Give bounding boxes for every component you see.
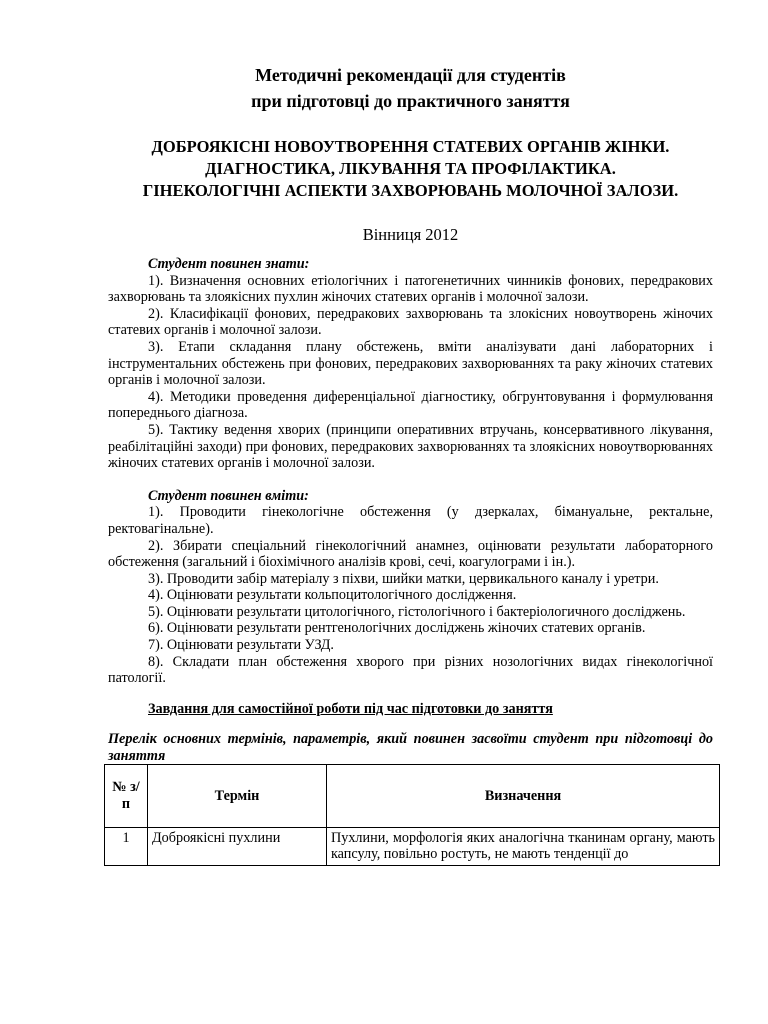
cell-term: Доброякісні пухлини — [148, 827, 327, 865]
able-heading: Студент повинен вміти: — [148, 487, 309, 504]
cell-num: 1 — [105, 827, 148, 865]
header-line-2: при підготовці до практичного заняття — [251, 91, 570, 111]
know-heading: Студент повинен знати: — [148, 256, 310, 272]
topic-line-3: ГІНЕКОЛОГІЧНІ АСПЕКТИ ЗАХВОРЮВАНЬ МОЛОЧНОЇ ЗАЛОЗИ. — [142, 181, 679, 200]
document-page — [108, 62, 713, 866]
doc-header — [108, 62, 713, 114]
know-item: 2). Класифікації фонових, передракових захворювань та злокісних новоутворень жіночих статевих органів і молочної залози. — [108, 305, 713, 339]
able-item: 2). Збирати спеціальний гінекологічний анамнез, оцінювати результати лабораторного обстеження (загальний і біохімічного аналізів крові, сечі, коагулограми і ін.). — [108, 537, 713, 571]
able-item: 1). Проводити гінекологічне обстеження (у дзеркалах, бімануальне, ректальне, ректовагінальне). — [108, 504, 713, 537]
topic-line-1: ДОБРОЯКІСНІ НОВОУТВОРЕННЯ СТАТЕВИХ ОРГАНІВ ЖІНКИ. — [151, 137, 670, 156]
table-row — [105, 827, 720, 865]
col-header-num: № з/п — [105, 764, 148, 827]
topic-line-2: ДІАГНОСТИКА, ЛІКУВАННЯ ТА ПРОФІЛАКТИКА. — [205, 159, 616, 178]
terms-table — [104, 764, 720, 866]
cell-definition: Пухлини, морфологія яких аналогічна тканинам органу, мають капсулу, повільно ростуть, не мають тенденції до — [327, 827, 720, 865]
know-item: 5). Тактику ведення хворих (принципи оперативних втручань, консервативного лікування, реабілітаційні заходи) при фонових, передракових захворюваннях та злоякісних новоутворюваннях жіночих статевих органів і молочної залози. — [108, 421, 713, 472]
table-header-row — [105, 764, 720, 827]
topic-title — [108, 136, 713, 202]
able-item: 8). Складати план обстеження хворого при різних нозологічних видах гінекологічної патології. — [108, 653, 713, 687]
able-item: 3). Проводити забір матеріалу з піхви, шийки матки, цервикального каналу і уретри. — [148, 570, 659, 587]
know-item: 3). Етапи складання плану обстежень, вміти аналізувати дані лабораторних і інструментальних обстежень при фонових, передракових захворюваннях та раку жіночих статевих органів і молочної залози. — [108, 338, 713, 389]
able-item: 5). Оцінювати результати цитологічного, гістологічного і бактеріологичного досліджень. — [148, 603, 686, 620]
col-header-term: Термін — [148, 764, 327, 827]
know-item: 1). Визначення основних етіологічних і патогенетичних чинників фонових, передракових захворювань та злоякісних пухлин жіночих статевих органів і молочної залози. — [108, 272, 713, 306]
able-section — [108, 488, 713, 687]
city-year: Вінниця 2012 — [362, 225, 459, 244]
spacer — [108, 472, 713, 488]
terms-heading: Перелік основних термінів, параметрів, який повинен засвоїти студент при підготовці до заняття — [108, 731, 713, 764]
header-line-1: Методичні рекомендації для студентів — [255, 65, 566, 85]
tasks-heading: Завдання для самостійної роботи під час підготовки до заняття — [148, 700, 553, 717]
col-header-definition: Визначення — [327, 764, 720, 827]
able-item: 6). Оцінювати результати рентгенологічних досліджень жіночих статевих органів. — [148, 620, 646, 637]
able-item: 4). Оцінювати результати кольпоцитологічного дослідження. — [148, 587, 517, 604]
know-item: 4). Методики проведення диференціальної діагностику, обгрунтовування і формулювання попереднього діагноза. — [108, 388, 713, 422]
able-item: 7). Оцінювати результати УЗД. — [148, 637, 334, 654]
know-section — [108, 256, 713, 472]
